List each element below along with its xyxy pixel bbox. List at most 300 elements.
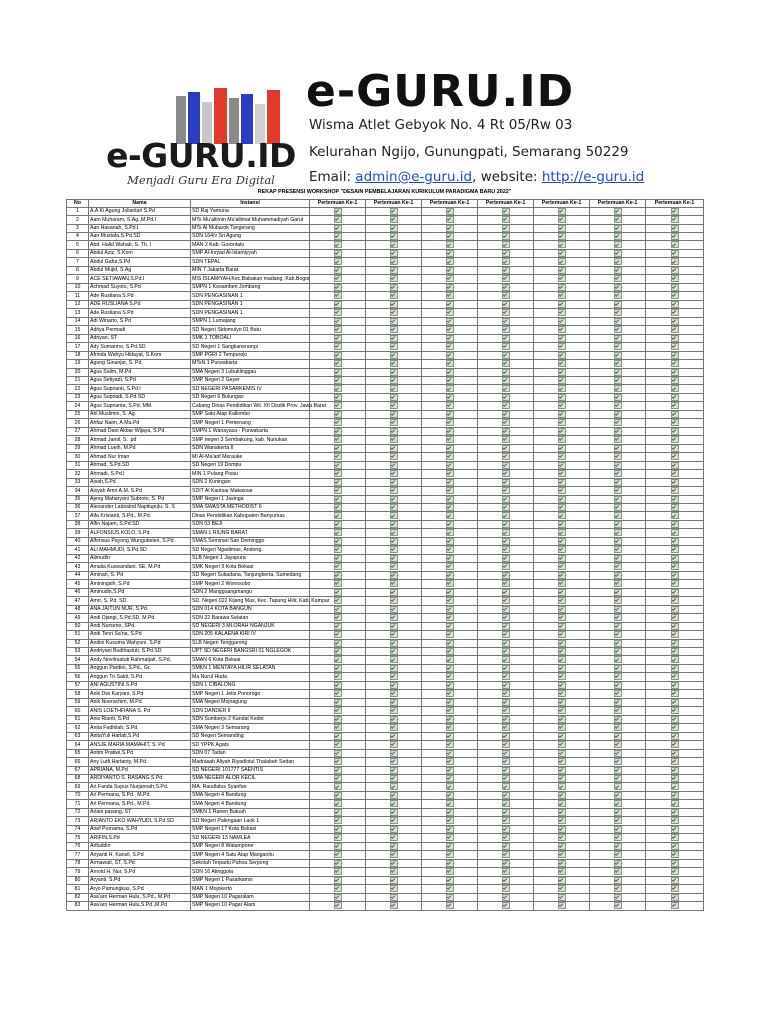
checkbox-checked-icon[interactable]: [671, 250, 679, 257]
checkbox-checked-icon[interactable]: [614, 309, 622, 316]
checkbox-checked-icon[interactable]: [446, 817, 454, 824]
checkbox-checked-icon[interactable]: [502, 521, 510, 528]
checkbox-checked-icon[interactable]: [614, 834, 622, 841]
checkbox-checked-icon[interactable]: [390, 521, 398, 528]
checkbox-checked-icon[interactable]: [614, 216, 622, 223]
checkbox-checked-icon[interactable]: [446, 479, 454, 486]
checkbox-checked-icon[interactable]: [614, 606, 622, 613]
checkbox-checked-icon[interactable]: [614, 504, 622, 511]
checkbox-checked-icon[interactable]: [671, 318, 679, 325]
checkbox-checked-icon[interactable]: [614, 436, 622, 443]
checkbox-checked-icon[interactable]: [671, 309, 679, 316]
checkbox-checked-icon[interactable]: [446, 411, 454, 418]
checkbox-checked-icon[interactable]: [334, 877, 342, 884]
checkbox-checked-icon[interactable]: [334, 868, 342, 875]
checkbox-checked-icon[interactable]: [446, 419, 454, 426]
checkbox-checked-icon[interactable]: [446, 292, 454, 299]
checkbox-checked-icon[interactable]: [614, 462, 622, 469]
checkbox-checked-icon[interactable]: [671, 208, 679, 215]
checkbox-checked-icon[interactable]: [502, 546, 510, 553]
checkbox-checked-icon[interactable]: [502, 318, 510, 325]
checkbox-checked-icon[interactable]: [334, 275, 342, 282]
checkbox-checked-icon[interactable]: [334, 360, 342, 367]
checkbox-checked-icon[interactable]: [558, 335, 566, 342]
checkbox-checked-icon[interactable]: [334, 402, 342, 409]
checkbox-checked-icon[interactable]: [390, 326, 398, 333]
checkbox-checked-icon[interactable]: [446, 538, 454, 545]
checkbox-checked-icon[interactable]: [558, 326, 566, 333]
checkbox-checked-icon[interactable]: [558, 809, 566, 816]
checkbox-checked-icon[interactable]: [334, 258, 342, 265]
checkbox-checked-icon[interactable]: [390, 445, 398, 452]
checkbox-checked-icon[interactable]: [390, 546, 398, 553]
checkbox-checked-icon[interactable]: [390, 512, 398, 519]
checkbox-checked-icon[interactable]: [558, 377, 566, 384]
checkbox-checked-icon[interactable]: [502, 868, 510, 875]
checkbox-checked-icon[interactable]: [614, 267, 622, 274]
checkbox-checked-icon[interactable]: [390, 860, 398, 867]
checkbox-checked-icon[interactable]: [614, 512, 622, 519]
checkbox-checked-icon[interactable]: [671, 267, 679, 274]
checkbox-checked-icon[interactable]: [558, 699, 566, 706]
checkbox-checked-icon[interactable]: [671, 216, 679, 223]
checkbox-checked-icon[interactable]: [558, 445, 566, 452]
checkbox-checked-icon[interactable]: [334, 284, 342, 291]
checkbox-checked-icon[interactable]: [446, 589, 454, 596]
checkbox-checked-icon[interactable]: [502, 529, 510, 536]
checkbox-checked-icon[interactable]: [502, 707, 510, 714]
checkbox-checked-icon[interactable]: [558, 369, 566, 376]
checkbox-checked-icon[interactable]: [614, 817, 622, 824]
checkbox-checked-icon[interactable]: [671, 800, 679, 807]
checkbox-checked-icon[interactable]: [671, 733, 679, 740]
checkbox-checked-icon[interactable]: [558, 868, 566, 875]
checkbox-checked-icon[interactable]: [614, 470, 622, 477]
checkbox-checked-icon[interactable]: [671, 377, 679, 384]
checkbox-checked-icon[interactable]: [334, 250, 342, 257]
checkbox-checked-icon[interactable]: [614, 233, 622, 240]
checkbox-checked-icon[interactable]: [558, 640, 566, 647]
checkbox-checked-icon[interactable]: [334, 775, 342, 782]
checkbox-checked-icon[interactable]: [558, 665, 566, 672]
checkbox-checked-icon[interactable]: [390, 580, 398, 587]
checkbox-checked-icon[interactable]: [671, 462, 679, 469]
checkbox-checked-icon[interactable]: [502, 606, 510, 613]
checkbox-checked-icon[interactable]: [334, 665, 342, 672]
checkbox-checked-icon[interactable]: [390, 496, 398, 503]
checkbox-checked-icon[interactable]: [446, 462, 454, 469]
checkbox-checked-icon[interactable]: [671, 445, 679, 452]
checkbox-checked-icon[interactable]: [502, 411, 510, 418]
checkbox-checked-icon[interactable]: [502, 385, 510, 392]
checkbox-checked-icon[interactable]: [671, 360, 679, 367]
checkbox-checked-icon[interactable]: [614, 716, 622, 723]
checkbox-checked-icon[interactable]: [334, 385, 342, 392]
checkbox-checked-icon[interactable]: [502, 800, 510, 807]
checkbox-checked-icon[interactable]: [558, 885, 566, 892]
checkbox-checked-icon[interactable]: [390, 750, 398, 757]
checkbox-checked-icon[interactable]: [390, 606, 398, 613]
checkbox-checked-icon[interactable]: [558, 275, 566, 282]
checkbox-checked-icon[interactable]: [614, 767, 622, 774]
checkbox-checked-icon[interactable]: [502, 538, 510, 545]
checkbox-checked-icon[interactable]: [446, 894, 454, 901]
checkbox-checked-icon[interactable]: [446, 555, 454, 562]
checkbox-checked-icon[interactable]: [390, 318, 398, 325]
checkbox-checked-icon[interactable]: [334, 902, 342, 909]
checkbox-checked-icon[interactable]: [502, 589, 510, 596]
checkbox-checked-icon[interactable]: [334, 292, 342, 299]
checkbox-checked-icon[interactable]: [334, 656, 342, 663]
checkbox-checked-icon[interactable]: [671, 385, 679, 392]
checkbox-checked-icon[interactable]: [614, 826, 622, 833]
checkbox-checked-icon[interactable]: [614, 335, 622, 342]
checkbox-checked-icon[interactable]: [334, 783, 342, 790]
checkbox-checked-icon[interactable]: [614, 631, 622, 638]
checkbox-checked-icon[interactable]: [502, 724, 510, 731]
checkbox-checked-icon[interactable]: [390, 877, 398, 884]
checkbox-checked-icon[interactable]: [502, 267, 510, 274]
checkbox-checked-icon[interactable]: [671, 538, 679, 545]
checkbox-checked-icon[interactable]: [390, 555, 398, 562]
checkbox-checked-icon[interactable]: [614, 860, 622, 867]
checkbox-checked-icon[interactable]: [502, 309, 510, 316]
checkbox-checked-icon[interactable]: [558, 589, 566, 596]
checkbox-checked-icon[interactable]: [390, 208, 398, 215]
checkbox-checked-icon[interactable]: [558, 258, 566, 265]
checkbox-checked-icon[interactable]: [558, 216, 566, 223]
checkbox-checked-icon[interactable]: [671, 258, 679, 265]
checkbox-checked-icon[interactable]: [334, 809, 342, 816]
checkbox-checked-icon[interactable]: [502, 631, 510, 638]
checkbox-checked-icon[interactable]: [334, 826, 342, 833]
checkbox-checked-icon[interactable]: [502, 487, 510, 494]
checkbox-checked-icon[interactable]: [671, 826, 679, 833]
checkbox-checked-icon[interactable]: [558, 851, 566, 858]
checkbox-checked-icon[interactable]: [502, 504, 510, 511]
checkbox-checked-icon[interactable]: [334, 208, 342, 215]
checkbox-checked-icon[interactable]: [446, 665, 454, 672]
checkbox-checked-icon[interactable]: [446, 233, 454, 240]
checkbox-checked-icon[interactable]: [614, 496, 622, 503]
checkbox-checked-icon[interactable]: [671, 496, 679, 503]
checkbox-checked-icon[interactable]: [390, 699, 398, 706]
checkbox-checked-icon[interactable]: [446, 834, 454, 841]
checkbox-checked-icon[interactable]: [671, 792, 679, 799]
checkbox-checked-icon[interactable]: [502, 216, 510, 223]
checkbox-checked-icon[interactable]: [671, 301, 679, 308]
checkbox-checked-icon[interactable]: [390, 377, 398, 384]
checkbox-checked-icon[interactable]: [334, 496, 342, 503]
checkbox-checked-icon[interactable]: [334, 546, 342, 553]
checkbox-checked-icon[interactable]: [558, 250, 566, 257]
checkbox-checked-icon[interactable]: [446, 673, 454, 680]
checkbox-checked-icon[interactable]: [558, 225, 566, 232]
checkbox-checked-icon[interactable]: [446, 699, 454, 706]
checkbox-checked-icon[interactable]: [446, 767, 454, 774]
checkbox-checked-icon[interactable]: [502, 225, 510, 232]
checkbox-checked-icon[interactable]: [446, 614, 454, 621]
checkbox-checked-icon[interactable]: [558, 817, 566, 824]
checkbox-checked-icon[interactable]: [558, 843, 566, 850]
checkbox-checked-icon[interactable]: [390, 851, 398, 858]
checkbox-checked-icon[interactable]: [334, 597, 342, 604]
checkbox-checked-icon[interactable]: [558, 614, 566, 621]
checkbox-checked-icon[interactable]: [614, 733, 622, 740]
checkbox-checked-icon[interactable]: [334, 343, 342, 350]
checkbox-checked-icon[interactable]: [502, 775, 510, 782]
checkbox-checked-icon[interactable]: [614, 419, 622, 426]
checkbox-checked-icon[interactable]: [558, 707, 566, 714]
checkbox-checked-icon[interactable]: [671, 656, 679, 663]
checkbox-checked-icon[interactable]: [671, 326, 679, 333]
checkbox-checked-icon[interactable]: [558, 826, 566, 833]
checkbox-checked-icon[interactable]: [390, 809, 398, 816]
checkbox-checked-icon[interactable]: [334, 606, 342, 613]
checkbox-checked-icon[interactable]: [558, 462, 566, 469]
checkbox-checked-icon[interactable]: [502, 877, 510, 884]
checkbox-checked-icon[interactable]: [671, 546, 679, 553]
checkbox-checked-icon[interactable]: [502, 623, 510, 630]
checkbox-checked-icon[interactable]: [502, 733, 510, 740]
checkbox-checked-icon[interactable]: [558, 758, 566, 765]
checkbox-checked-icon[interactable]: [502, 690, 510, 697]
checkbox-checked-icon[interactable]: [614, 284, 622, 291]
checkbox-checked-icon[interactable]: [614, 563, 622, 570]
checkbox-checked-icon[interactable]: [390, 419, 398, 426]
checkbox-checked-icon[interactable]: [446, 877, 454, 884]
checkbox-checked-icon[interactable]: [502, 453, 510, 460]
checkbox-checked-icon[interactable]: [502, 292, 510, 299]
checkbox-checked-icon[interactable]: [446, 428, 454, 435]
checkbox-checked-icon[interactable]: [334, 225, 342, 232]
checkbox-checked-icon[interactable]: [446, 885, 454, 892]
checkbox-checked-icon[interactable]: [558, 309, 566, 316]
checkbox-checked-icon[interactable]: [614, 894, 622, 901]
checkbox-checked-icon[interactable]: [390, 614, 398, 621]
checkbox-checked-icon[interactable]: [558, 648, 566, 655]
checkbox-checked-icon[interactable]: [334, 750, 342, 757]
checkbox-checked-icon[interactable]: [614, 648, 622, 655]
checkbox-checked-icon[interactable]: [446, 326, 454, 333]
checkbox-checked-icon[interactable]: [446, 640, 454, 647]
checkbox-checked-icon[interactable]: [334, 301, 342, 308]
checkbox-checked-icon[interactable]: [446, 648, 454, 655]
checkbox-checked-icon[interactable]: [446, 783, 454, 790]
checkbox-checked-icon[interactable]: [502, 597, 510, 604]
checkbox-checked-icon[interactable]: [614, 902, 622, 909]
checkbox-checked-icon[interactable]: [614, 318, 622, 325]
checkbox-checked-icon[interactable]: [558, 343, 566, 350]
checkbox-checked-icon[interactable]: [558, 529, 566, 536]
checkbox-checked-icon[interactable]: [671, 521, 679, 528]
checkbox-checked-icon[interactable]: [390, 360, 398, 367]
checkbox-checked-icon[interactable]: [390, 783, 398, 790]
checkbox-checked-icon[interactable]: [614, 792, 622, 799]
checkbox-checked-icon[interactable]: [390, 682, 398, 689]
checkbox-checked-icon[interactable]: [334, 436, 342, 443]
checkbox-checked-icon[interactable]: [671, 750, 679, 757]
checkbox-checked-icon[interactable]: [334, 673, 342, 680]
checkbox-checked-icon[interactable]: [390, 885, 398, 892]
checkbox-checked-icon[interactable]: [446, 580, 454, 587]
checkbox-checked-icon[interactable]: [390, 843, 398, 850]
checkbox-checked-icon[interactable]: [671, 402, 679, 409]
checkbox-checked-icon[interactable]: [446, 470, 454, 477]
checkbox-checked-icon[interactable]: [502, 555, 510, 562]
checkbox-checked-icon[interactable]: [502, 241, 510, 248]
checkbox-checked-icon[interactable]: [446, 258, 454, 265]
checkbox-checked-icon[interactable]: [502, 885, 510, 892]
checkbox-checked-icon[interactable]: [614, 487, 622, 494]
checkbox-checked-icon[interactable]: [502, 758, 510, 765]
checkbox-checked-icon[interactable]: [390, 411, 398, 418]
checkbox-checked-icon[interactable]: [614, 453, 622, 460]
checkbox-checked-icon[interactable]: [446, 377, 454, 384]
checkbox-checked-icon[interactable]: [558, 352, 566, 359]
checkbox-checked-icon[interactable]: [614, 521, 622, 528]
checkbox-checked-icon[interactable]: [334, 428, 342, 435]
checkbox-checked-icon[interactable]: [390, 826, 398, 833]
checkbox-checked-icon[interactable]: [334, 580, 342, 587]
checkbox-checked-icon[interactable]: [334, 267, 342, 274]
checkbox-checked-icon[interactable]: [502, 741, 510, 748]
checkbox-checked-icon[interactable]: [446, 284, 454, 291]
checkbox-checked-icon[interactable]: [502, 682, 510, 689]
checkbox-checked-icon[interactable]: [671, 241, 679, 248]
checkbox-checked-icon[interactable]: [446, 775, 454, 782]
checkbox-checked-icon[interactable]: [671, 902, 679, 909]
checkbox-checked-icon[interactable]: [558, 750, 566, 757]
checkbox-checked-icon[interactable]: [558, 606, 566, 613]
checkbox-checked-icon[interactable]: [614, 402, 622, 409]
checkbox-checked-icon[interactable]: [558, 902, 566, 909]
checkbox-checked-icon[interactable]: [502, 428, 510, 435]
checkbox-checked-icon[interactable]: [334, 538, 342, 545]
checkbox-checked-icon[interactable]: [502, 834, 510, 841]
checkbox-checked-icon[interactable]: [671, 809, 679, 816]
checkbox-checked-icon[interactable]: [671, 640, 679, 647]
checkbox-checked-icon[interactable]: [558, 631, 566, 638]
checkbox-checked-icon[interactable]: [334, 589, 342, 596]
checkbox-checked-icon[interactable]: [446, 385, 454, 392]
checkbox-checked-icon[interactable]: [502, 462, 510, 469]
checkbox-checked-icon[interactable]: [614, 572, 622, 579]
checkbox-checked-icon[interactable]: [390, 335, 398, 342]
checkbox-checked-icon[interactable]: [390, 563, 398, 570]
checkbox-checked-icon[interactable]: [614, 428, 622, 435]
checkbox-checked-icon[interactable]: [334, 318, 342, 325]
checkbox-checked-icon[interactable]: [446, 453, 454, 460]
checkbox-checked-icon[interactable]: [334, 817, 342, 824]
checkbox-checked-icon[interactable]: [614, 538, 622, 545]
checkbox-checked-icon[interactable]: [558, 411, 566, 418]
checkbox-checked-icon[interactable]: [558, 546, 566, 553]
checkbox-checked-icon[interactable]: [446, 529, 454, 536]
checkbox-checked-icon[interactable]: [334, 411, 342, 418]
checkbox-checked-icon[interactable]: [671, 284, 679, 291]
checkbox-checked-icon[interactable]: [446, 656, 454, 663]
checkbox-checked-icon[interactable]: [390, 258, 398, 265]
checkbox-checked-icon[interactable]: [614, 479, 622, 486]
checkbox-checked-icon[interactable]: [671, 741, 679, 748]
checkbox-checked-icon[interactable]: [334, 479, 342, 486]
checkbox-checked-icon[interactable]: [502, 360, 510, 367]
checkbox-checked-icon[interactable]: [446, 512, 454, 519]
checkbox-checked-icon[interactable]: [558, 267, 566, 274]
checkbox-checked-icon[interactable]: [671, 775, 679, 782]
checkbox-checked-icon[interactable]: [446, 546, 454, 553]
checkbox-checked-icon[interactable]: [502, 665, 510, 672]
checkbox-checked-icon[interactable]: [671, 563, 679, 570]
checkbox-checked-icon[interactable]: [671, 699, 679, 706]
checkbox-checked-icon[interactable]: [671, 233, 679, 240]
checkbox-checked-icon[interactable]: [446, 682, 454, 689]
checkbox-checked-icon[interactable]: [446, 809, 454, 816]
checkbox-checked-icon[interactable]: [390, 436, 398, 443]
checkbox-checked-icon[interactable]: [502, 851, 510, 858]
checkbox-checked-icon[interactable]: [502, 783, 510, 790]
checkbox-checked-icon[interactable]: [334, 894, 342, 901]
checkbox-checked-icon[interactable]: [446, 352, 454, 359]
checkbox-checked-icon[interactable]: [334, 394, 342, 401]
checkbox-checked-icon[interactable]: [614, 614, 622, 621]
checkbox-checked-icon[interactable]: [671, 606, 679, 613]
checkbox-checked-icon[interactable]: [334, 860, 342, 867]
checkbox-checked-icon[interactable]: [502, 894, 510, 901]
checkbox-checked-icon[interactable]: [446, 851, 454, 858]
checkbox-checked-icon[interactable]: [671, 470, 679, 477]
checkbox-checked-icon[interactable]: [671, 436, 679, 443]
checkbox-checked-icon[interactable]: [502, 258, 510, 265]
checkbox-checked-icon[interactable]: [614, 241, 622, 248]
checkbox-checked-icon[interactable]: [390, 792, 398, 799]
checkbox-checked-icon[interactable]: [446, 792, 454, 799]
checkbox-checked-icon[interactable]: [390, 673, 398, 680]
checkbox-checked-icon[interactable]: [446, 623, 454, 630]
checkbox-checked-icon[interactable]: [334, 326, 342, 333]
checkbox-checked-icon[interactable]: [671, 767, 679, 774]
checkbox-checked-icon[interactable]: [502, 343, 510, 350]
checkbox-checked-icon[interactable]: [614, 682, 622, 689]
checkbox-checked-icon[interactable]: [390, 470, 398, 477]
checkbox-checked-icon[interactable]: [671, 453, 679, 460]
checkbox-checked-icon[interactable]: [446, 208, 454, 215]
checkbox-checked-icon[interactable]: [334, 640, 342, 647]
checkbox-checked-icon[interactable]: [334, 216, 342, 223]
checkbox-checked-icon[interactable]: [614, 623, 622, 630]
checkbox-checked-icon[interactable]: [390, 343, 398, 350]
checkbox-checked-icon[interactable]: [390, 817, 398, 824]
checkbox-checked-icon[interactable]: [671, 631, 679, 638]
checkbox-checked-icon[interactable]: [446, 241, 454, 248]
checkbox-checked-icon[interactable]: [614, 326, 622, 333]
checkbox-checked-icon[interactable]: [614, 868, 622, 875]
checkbox-checked-icon[interactable]: [614, 690, 622, 697]
checkbox-checked-icon[interactable]: [334, 707, 342, 714]
checkbox-checked-icon[interactable]: [558, 783, 566, 790]
checkbox-checked-icon[interactable]: [334, 699, 342, 706]
checkbox-checked-icon[interactable]: [502, 699, 510, 706]
checkbox-checked-icon[interactable]: [502, 640, 510, 647]
checkbox-checked-icon[interactable]: [446, 267, 454, 274]
checkbox-checked-icon[interactable]: [390, 394, 398, 401]
checkbox-checked-icon[interactable]: [334, 335, 342, 342]
checkbox-checked-icon[interactable]: [334, 504, 342, 511]
checkbox-checked-icon[interactable]: [334, 758, 342, 765]
checkbox-checked-icon[interactable]: [446, 504, 454, 511]
checkbox-checked-icon[interactable]: [446, 572, 454, 579]
